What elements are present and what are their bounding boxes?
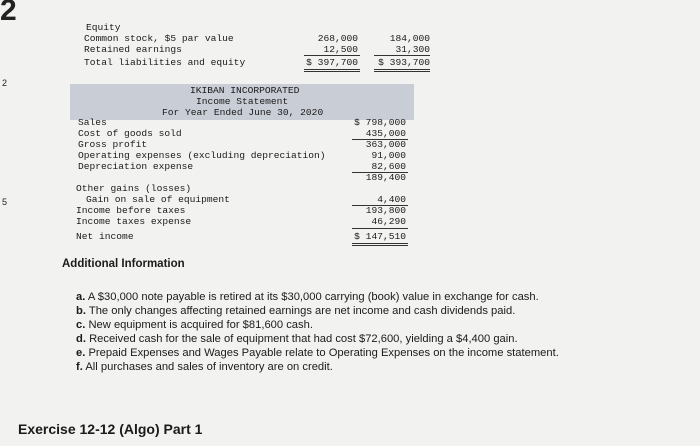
total-underline (304, 71, 360, 72)
income-statement (66, 84, 426, 246)
statement-period: For Year Ended June 30, 2020 (162, 107, 324, 118)
income-row-value: 189,400 (365, 172, 406, 183)
total-underline (374, 71, 430, 72)
item-text: Received cash for the sale of equipment that had cost $72,600, yielding a $4,400 gain. (89, 333, 518, 345)
item-letter: a. (76, 291, 86, 303)
total-underline (374, 69, 430, 70)
item-letter: c. (76, 319, 86, 331)
equity-row-label: Retained earnings (84, 44, 182, 55)
total-underline (304, 69, 360, 70)
item-letter: e. (76, 347, 86, 359)
statement-title: Income Statement (196, 96, 289, 107)
income-row-value: 435,000 (365, 128, 406, 139)
income-row-label: Income taxes expense (76, 216, 192, 227)
item-letter: f. (76, 361, 83, 373)
list-item (76, 346, 559, 360)
list-item (76, 290, 559, 304)
additional-info-title: Additional Information (62, 258, 185, 270)
equity-row-label: Total liabilities and equity (84, 57, 246, 68)
total-underline (352, 243, 408, 244)
exercise-title: Exercise 12-12 (Algo) Part 1 (18, 421, 203, 437)
income-row-value: 363,000 (365, 139, 406, 150)
equity-row-label: Common stock, $5 par value (84, 33, 234, 44)
margin-number-2: 2 (2, 78, 8, 88)
income-row-label: Income before taxes (76, 205, 186, 216)
equity-row-value: 31,300 (395, 44, 430, 55)
income-row-label: Net income (76, 231, 134, 242)
equity-row-value: 12,500 (323, 44, 358, 55)
income-row-label: Sales (78, 117, 107, 128)
item-text: The only changes affecting retained earnings are net income and cash dividends paid. (88, 305, 516, 317)
item-text: A $30,000 note payable is retired at its $30,000 carrying (book) value in exchange for cash. (87, 291, 539, 303)
other-gains-header: Other gains (losses) (76, 183, 192, 194)
list-item (76, 360, 559, 374)
item-text: New equipment is acquired for $81,600 cash. (88, 319, 313, 331)
income-row-value: 46,290 (371, 216, 406, 227)
income-row-value: 193,800 (365, 205, 406, 216)
subtotal-underline (304, 55, 360, 56)
income-row-label: Depreciation expense (78, 161, 194, 172)
equity-row-value: $ 397,700 (306, 57, 358, 68)
item-letter: d. (76, 333, 86, 345)
income-row-label: Gain on sale of equipment (86, 194, 230, 205)
income-row-label: Operating expenses (excluding depreciation) (78, 150, 326, 161)
company-name: IKIBAN INCORPORATED (190, 85, 300, 96)
income-row-value: $ 147,510 (354, 231, 406, 242)
subtotal-underline (352, 228, 408, 229)
list-item (76, 304, 559, 318)
item-text: All purchases and sales of inventory are on credit. (85, 361, 333, 373)
equity-header: Equity (86, 22, 121, 33)
income-row-value: $ 798,000 (354, 117, 406, 128)
equity-row-value: 268,000 (317, 33, 358, 44)
income-row-label: Cost of goods sold (78, 128, 182, 139)
subtotal-underline (374, 55, 430, 56)
item-text: Prepaid Expenses and Wages Payable relate to Operating Expenses on the income statement. (88, 347, 559, 359)
list-item (76, 332, 559, 346)
equity-row-value: $ 393,700 (378, 57, 430, 68)
equity-row-value: 184,000 (389, 33, 430, 44)
income-row-value: 91,000 (371, 150, 406, 161)
income-row-label: Gross profit (78, 139, 148, 150)
item-letter: b. (76, 305, 86, 317)
income-row-value: 4,400 (377, 194, 406, 205)
list-item (76, 318, 559, 332)
additional-info-list (76, 290, 559, 374)
total-underline (352, 245, 408, 246)
margin-number-1: 2 (0, 0, 17, 27)
margin-number-3: 5 (2, 197, 8, 207)
income-row-value: 82,600 (371, 161, 406, 172)
